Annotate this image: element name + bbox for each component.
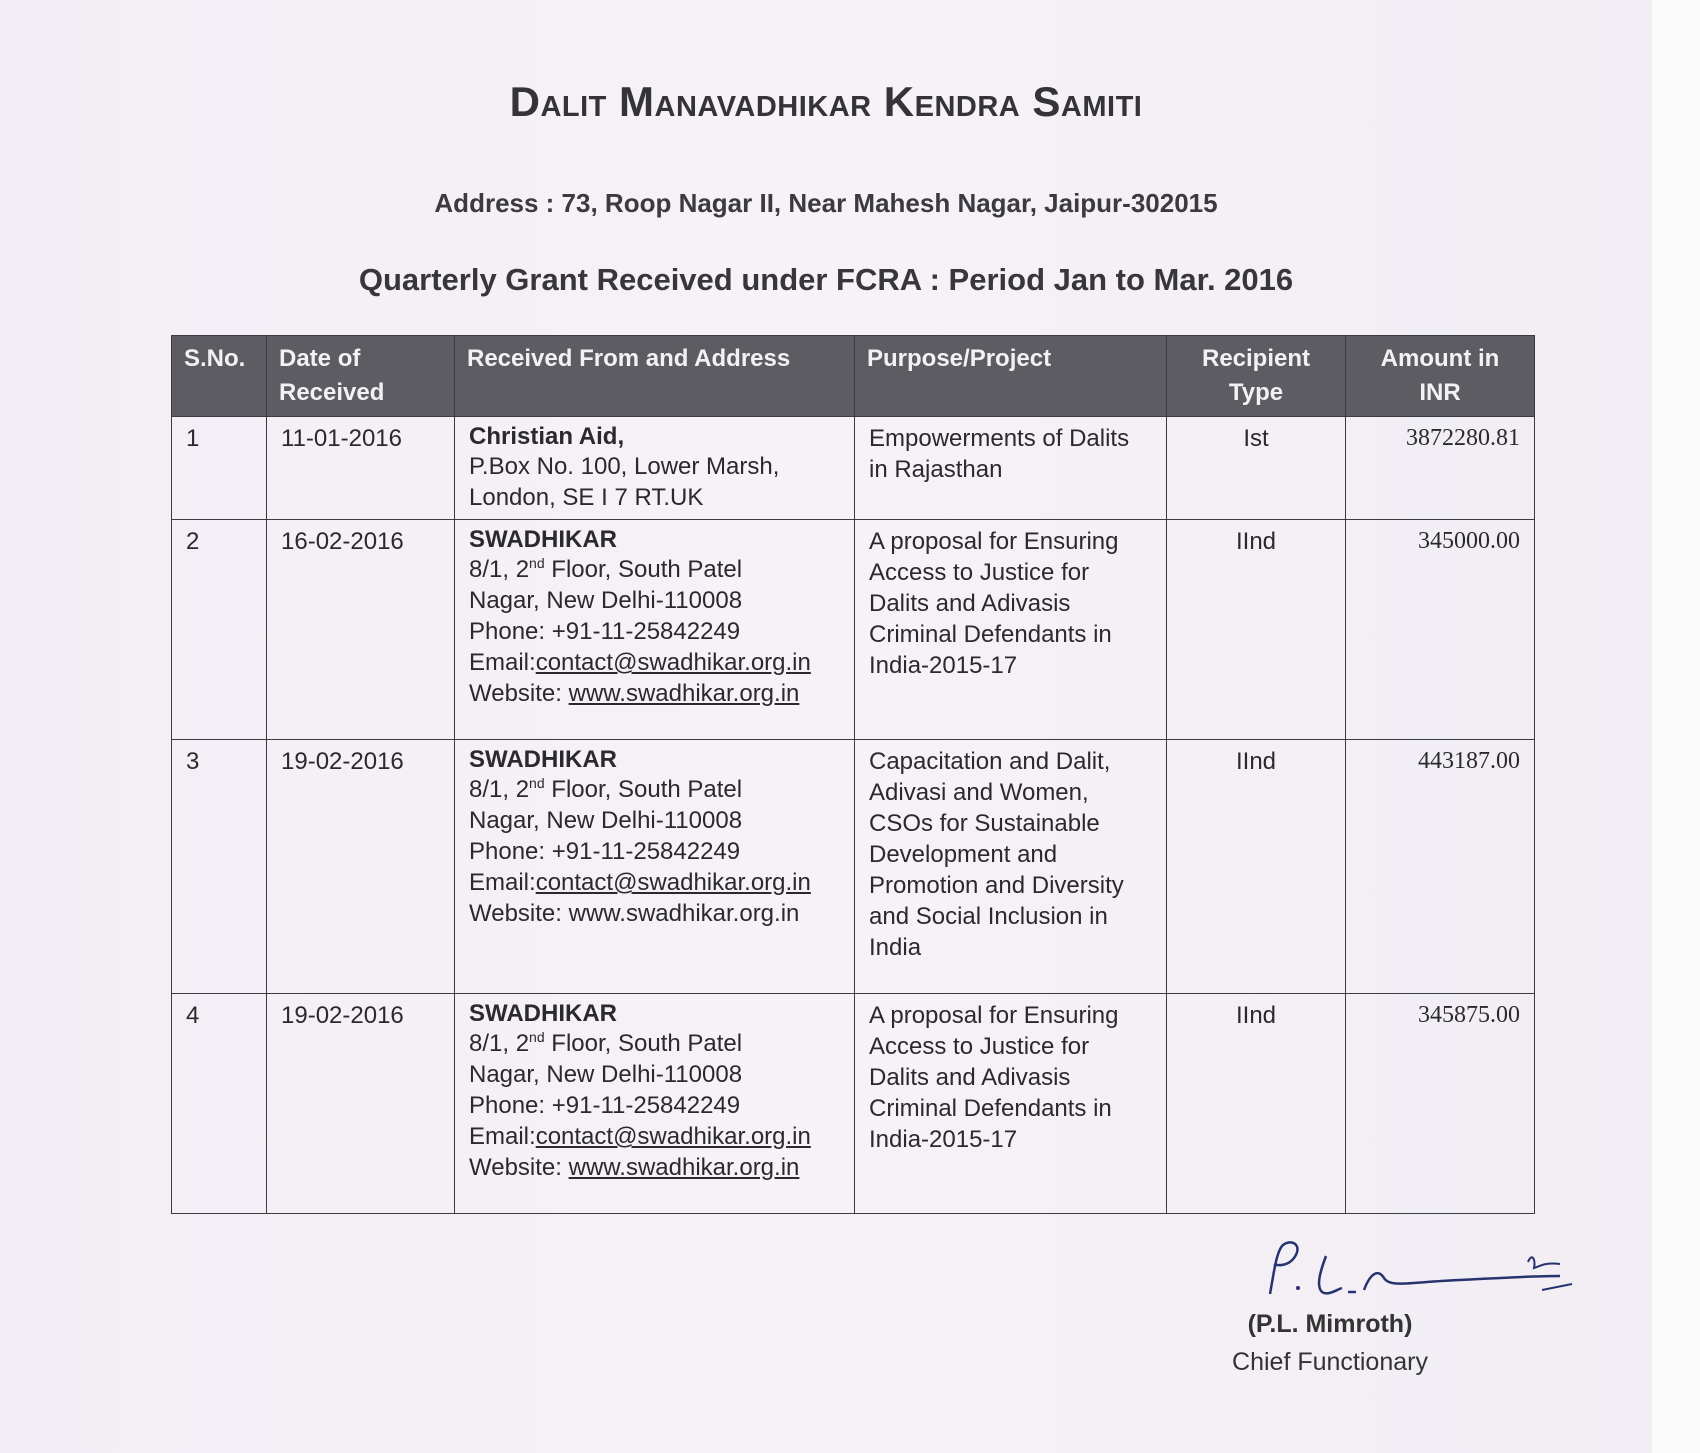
website-line: Website: www.swadhikar.org.in xyxy=(469,900,800,927)
cell-date: 19-02-2016 xyxy=(267,994,455,1214)
cell-date: 16-02-2016 xyxy=(267,520,455,740)
website-line: Website: www.swadhikar.org.in xyxy=(469,1154,800,1181)
address-line: 8/1, 2nd Floor, South Patel xyxy=(469,1029,743,1057)
cell-received-from xyxy=(455,994,855,1214)
org-name: Christian Aid, xyxy=(469,423,625,450)
cell-received-from xyxy=(455,740,855,994)
address-line: Nagar, New Delhi-110008 xyxy=(469,807,743,834)
table-header-row xyxy=(172,336,1535,417)
cell-received-from xyxy=(455,417,855,520)
cell-purpose: A proposal for Ensuring Access to Justice for Dalits and Adivasis Criminal Defendants in India-2015-17 xyxy=(855,520,1167,740)
cell-recipient-type: IInd xyxy=(1167,740,1346,994)
org-name: SWADHIKAR xyxy=(469,1000,617,1027)
grants-table xyxy=(171,335,1535,1214)
cell-recipient-type: IInd xyxy=(1167,520,1346,740)
table-row xyxy=(172,994,1535,1214)
address-line: Nagar, New Delhi-110008 xyxy=(469,587,743,614)
table-row xyxy=(172,740,1535,994)
cell-purpose: Empowerments of Dalits in Rajasthan xyxy=(855,417,1167,520)
header-recipient-type: Recipient Type xyxy=(1167,336,1346,417)
email-link[interactable]: contact@swadhikar.org.in xyxy=(535,1123,811,1150)
cell-recipient-type: Ist xyxy=(1167,417,1346,520)
cell-sno: 4 xyxy=(172,994,267,1214)
cell-date: 11-01-2016 xyxy=(267,417,455,520)
org-name: SWADHIKAR xyxy=(469,526,617,553)
header-amount: Amount in INR xyxy=(1346,336,1535,417)
table-row xyxy=(172,520,1535,740)
page-margin xyxy=(1652,0,1700,1453)
cell-amount: 345875.00 xyxy=(1346,994,1535,1214)
cell-sno: 2 xyxy=(172,520,267,740)
signature-image xyxy=(1260,1232,1600,1312)
signatory-title: Chief Functionary xyxy=(1232,1348,1428,1376)
email-link[interactable]: contact@swadhikar.org.in xyxy=(535,869,811,896)
address-line: Nagar, New Delhi-110008 xyxy=(469,1061,743,1088)
cell-date: 19-02-2016 xyxy=(267,740,455,994)
email-link[interactable]: contact@swadhikar.org.in xyxy=(535,649,811,676)
address-line: London, SE I 7 RT.UK xyxy=(469,484,704,511)
phone-line: Phone: +91-11-25842249 xyxy=(469,838,741,865)
email-line: Email:contact@swadhikar.org.in xyxy=(469,869,811,896)
org-name: SWADHIKAR xyxy=(469,746,617,773)
signatory-name: (P.L. Mimroth) xyxy=(1247,1310,1413,1338)
header-received-from: Received From and Address xyxy=(455,336,855,417)
organization-title: Dalit Manavadhikar Kendra Samiti xyxy=(509,78,1143,125)
header-purpose: Purpose/Project xyxy=(855,336,1167,417)
website-line: Website: www.swadhikar.org.in xyxy=(469,680,800,707)
website-link[interactable]: www.swadhikar.org.in xyxy=(568,680,800,707)
cell-sno: 1 xyxy=(172,417,267,520)
address-line: P.Box No. 100, Lower Marsh, xyxy=(469,453,780,480)
cell-purpose: A proposal for Ensuring Access to Justice for Dalits and Adivasis Criminal Defendants in India-2015-17 xyxy=(855,994,1167,1214)
website-link[interactable]: www.swadhikar.org.in xyxy=(568,1154,800,1181)
header-date: Date of Received xyxy=(267,336,455,417)
cell-purpose: Capacitation and Dalit, Adivasi and Women, CSOs for Sustainable Development and Promotion and Diversity and Social Inclusion in India xyxy=(855,740,1167,994)
table-row xyxy=(172,417,1535,520)
cell-amount: 443187.00 xyxy=(1346,740,1535,994)
cell-amount: 3872280.81 xyxy=(1346,417,1535,520)
cell-amount: 345000.00 xyxy=(1346,520,1535,740)
phone-line: Phone: +91-11-25842249 xyxy=(469,1092,741,1119)
cell-sno: 3 xyxy=(172,740,267,994)
email-line: Email:contact@swadhikar.org.in xyxy=(469,1123,811,1150)
cell-received-from xyxy=(455,520,855,740)
header-sno: S.No. xyxy=(172,336,267,417)
cell-recipient-type: IInd xyxy=(1167,994,1346,1214)
website-text: www.swadhikar.org.in xyxy=(568,900,800,927)
address-line: 8/1, 2nd Floor, South Patel xyxy=(469,555,743,583)
phone-line: Phone: +91-11-25842249 xyxy=(469,618,741,645)
organization-address: Address : 73, Roop Nagar II, Near Mahesh Nagar, Jaipur-302015 xyxy=(434,188,1218,218)
address-line: 8/1, 2nd Floor, South Patel xyxy=(469,775,743,803)
report-subtitle: Quarterly Grant Received under FCRA : Period Jan to Mar. 2016 xyxy=(358,262,1294,297)
email-line: Email:contact@swadhikar.org.in xyxy=(469,649,811,676)
